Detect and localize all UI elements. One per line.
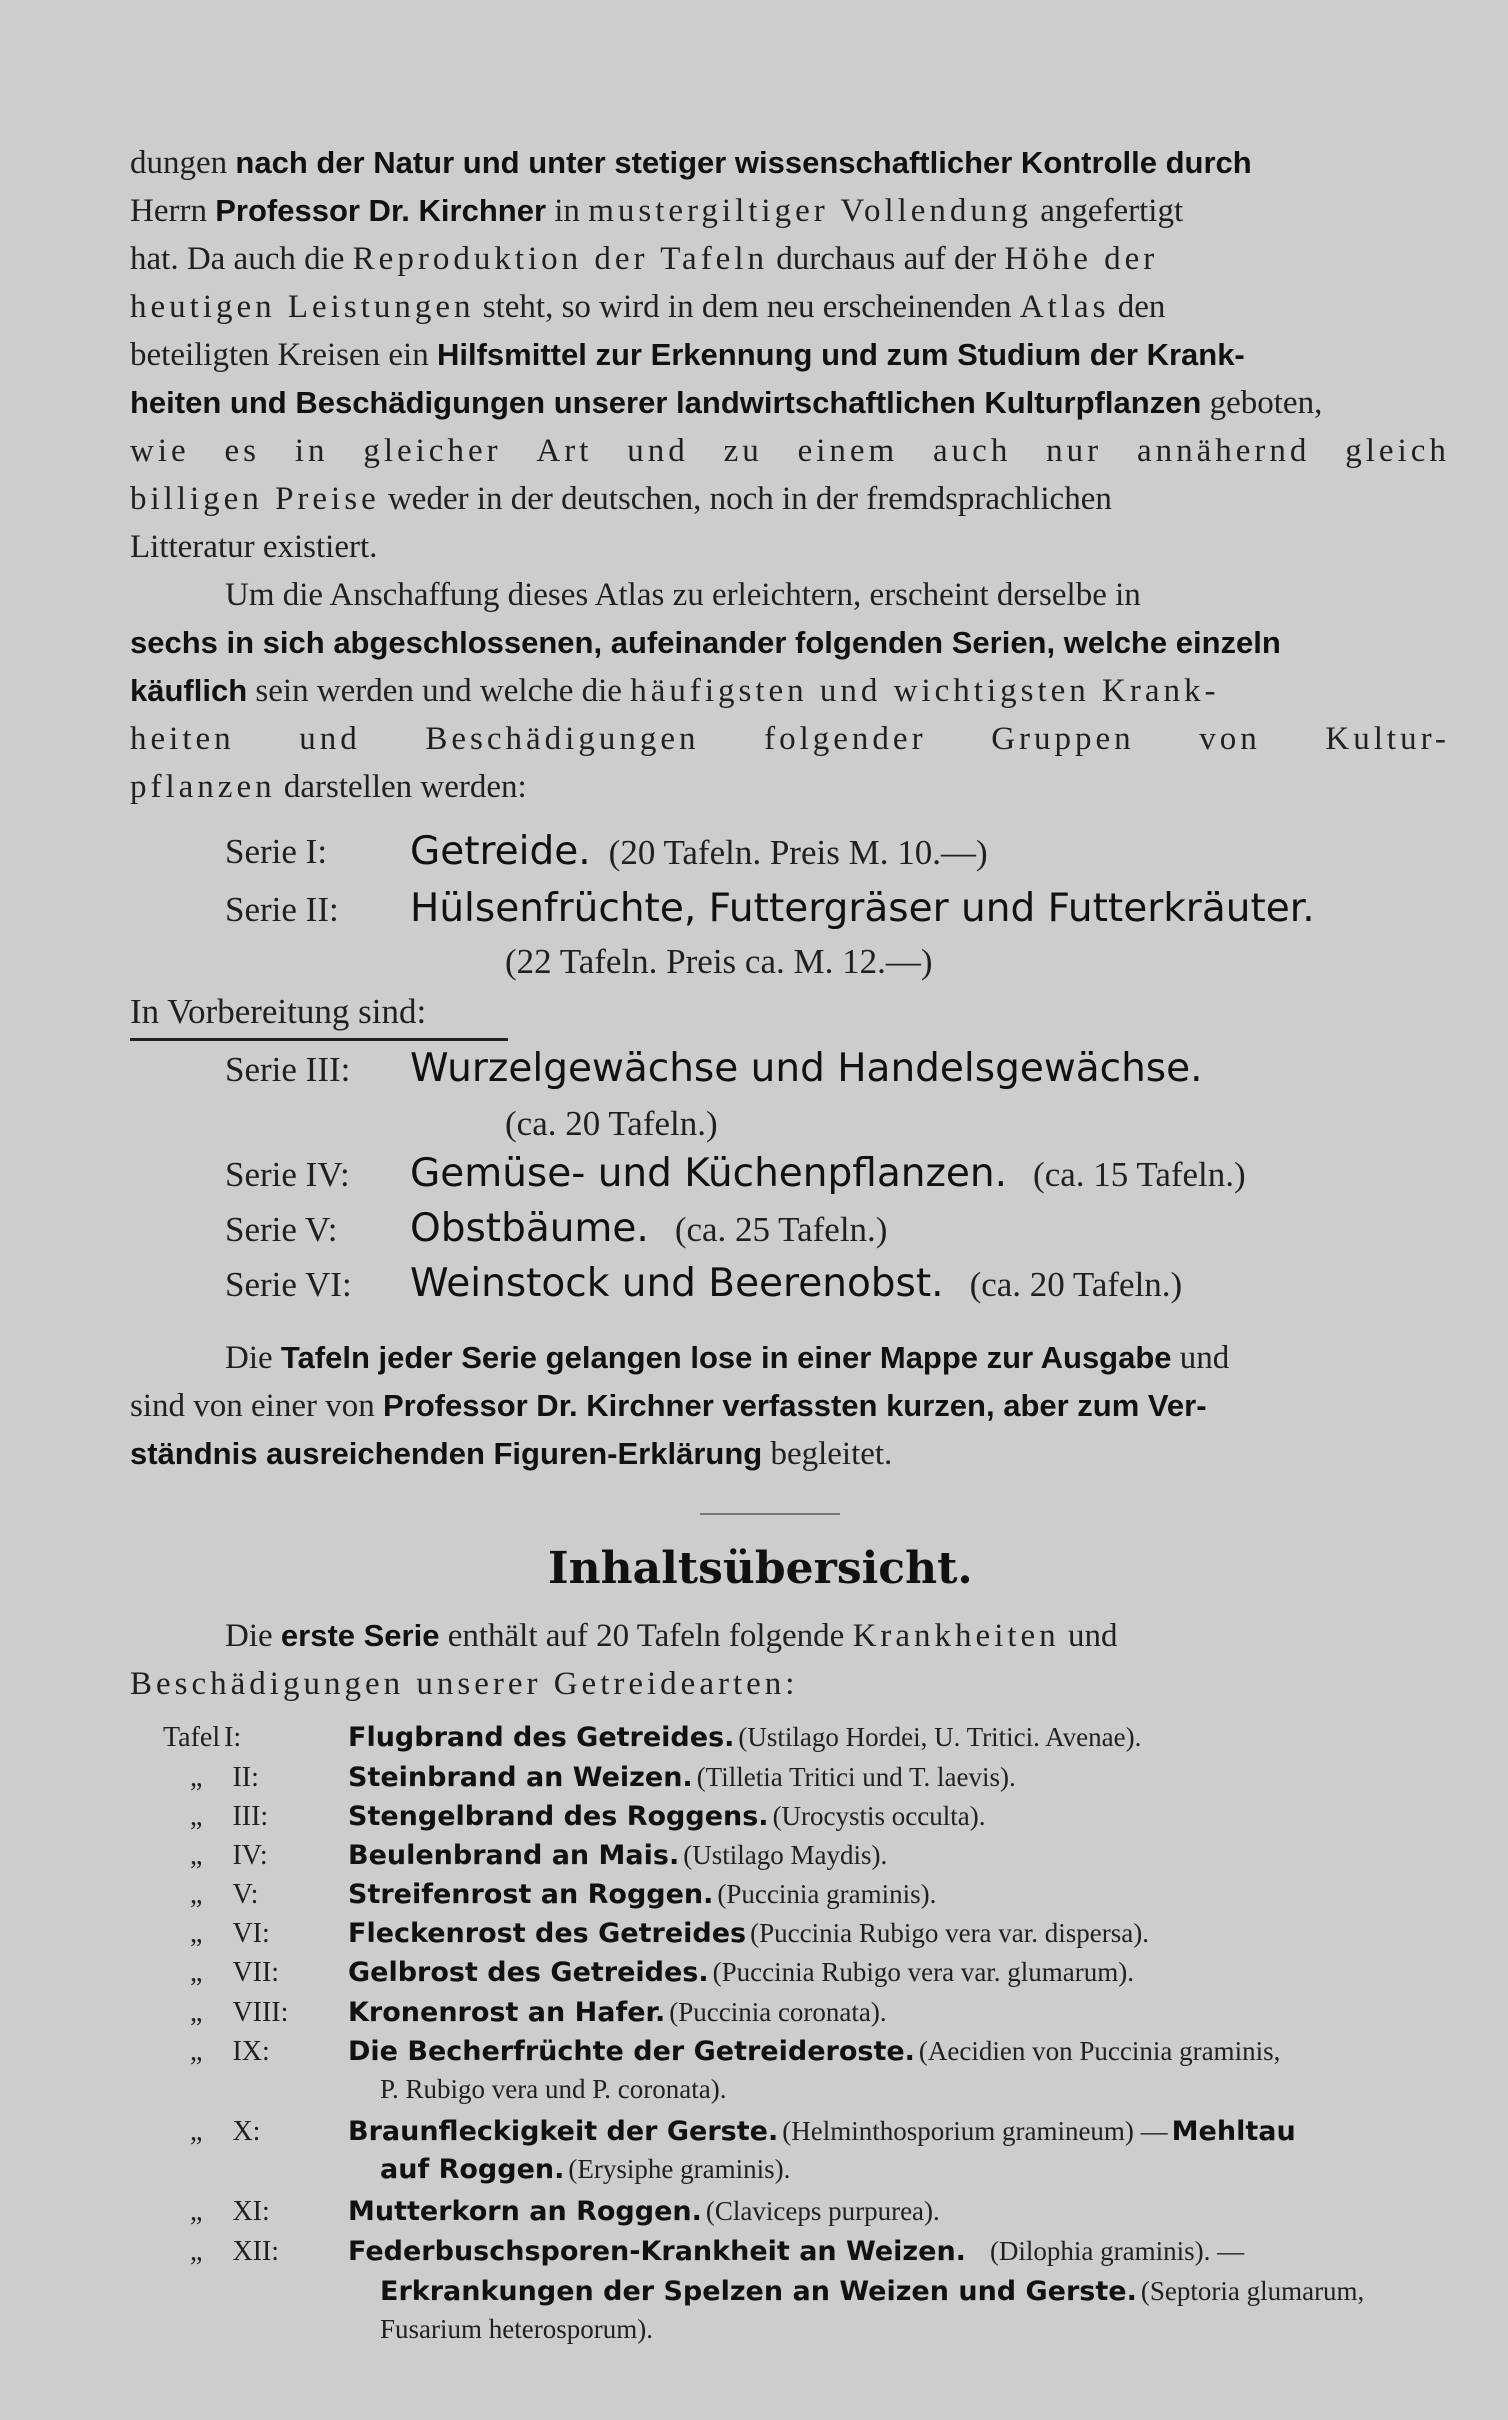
serie-title: Wurzelgewächse und Handelsgewächse.	[410, 1046, 1203, 1091]
tafel-prefix: Tafel	[163, 1722, 221, 1753]
tafel-title: Mehltau	[1171, 2116, 1296, 2147]
tafel-entry	[348, 1997, 887, 2028]
tafel-item	[190, 1997, 288, 2029]
tafel-title: Stengelbrand des Roggens.	[348, 1801, 769, 1832]
text: enthält auf 20 Tafeln folgende	[447, 1618, 845, 1654]
intro-line-2	[130, 193, 1183, 230]
intro-line-7	[130, 433, 1450, 470]
word: folgender	[764, 721, 927, 757]
toc-intro-line-1	[225, 1618, 1117, 1655]
word: und	[627, 433, 689, 469]
word: wie	[130, 433, 190, 469]
para2-line-4	[130, 721, 1450, 758]
intro-line-9	[130, 529, 377, 566]
tafel-entry	[348, 2116, 1296, 2147]
serie-title: Obstbäume.	[410, 1206, 649, 1251]
word: es	[224, 433, 260, 469]
serie-note: (ca. 25 Tafeln.)	[674, 1210, 888, 1249]
word: heiten	[130, 721, 235, 757]
tafel-title: Mutterkorn an Roggen.	[348, 2196, 702, 2227]
tafel-title: Braunfleckigkeit der Gerste.	[348, 2116, 779, 2147]
serie-3-note-line	[505, 1104, 718, 1144]
bold-text: käuflich	[130, 673, 248, 708]
intro-line-1	[130, 145, 1252, 182]
tafel-entry	[348, 2236, 1244, 2267]
serie-1-content	[410, 829, 988, 874]
tafel-item	[163, 1722, 241, 1754]
text: hat.	[130, 241, 179, 277]
tafel-latin: (Ustilago Hordei, U. Tritici. Avenae).	[738, 1722, 1142, 1752]
text: in	[554, 193, 580, 229]
intro-line-5	[130, 337, 1245, 374]
text: und	[1067, 1618, 1118, 1654]
tafel-number: I:	[224, 1722, 242, 1753]
serie-label: Serie II:	[225, 890, 339, 929]
tafel-continuation	[380, 2154, 790, 2185]
intro-line-6	[130, 385, 1322, 422]
serie-label: Serie I:	[225, 832, 328, 871]
tafel-latin: (Dilophia graminis). —	[989, 2236, 1245, 2266]
tafel-title: auf Roggen.	[380, 2154, 565, 2185]
tafel-prefix: „	[190, 1918, 203, 1949]
tafel-prefix: „	[190, 1801, 203, 1832]
word: Kultur-	[1325, 721, 1450, 757]
bold-text: ständnis ausreichenden Figuren-Erklärung	[130, 1436, 763, 1471]
word: und	[299, 721, 361, 757]
tafel-continuation	[380, 2074, 726, 2105]
serie-label: Serie V:	[225, 1210, 338, 1249]
bold-text: heiten und Beschädigungen unserer landwirtschaftlichen Kulturpflanzen	[130, 385, 1202, 420]
tafel-prefix: „	[190, 1762, 203, 1793]
tafel-item	[190, 2236, 279, 2268]
serie-3	[225, 1050, 350, 1090]
word: einem	[797, 433, 899, 469]
bold-text: Professor Dr. Kirchner verfassten kurzen, aber zum Ver-	[382, 1388, 1207, 1423]
para2-line-5	[130, 769, 527, 806]
intro-line-3	[130, 241, 1158, 278]
bold-text: sechs in sich abgeschlossenen, aufeinander folgenden Serien, welche einzeln	[130, 625, 1281, 660]
bold-text: Hilfsmittel zur Erkennung und zum Studium der Krank-	[436, 337, 1245, 372]
word: von	[1199, 721, 1261, 757]
para3-line-2	[130, 1388, 1207, 1425]
serie-5-content	[410, 1206, 887, 1251]
word: nur	[1046, 433, 1103, 469]
tafel-continuation	[380, 2276, 1364, 2307]
word: gleich	[1345, 433, 1450, 469]
tafel-entry	[348, 2196, 940, 2227]
serie-note: (ca. 15 Tafeln.)	[1033, 1155, 1246, 1194]
text: Die	[225, 1340, 273, 1376]
in-preparation-label: In Vorbereitung sind:	[130, 992, 427, 1031]
serie-4-content	[410, 1151, 1246, 1196]
text: durchaus auf der	[776, 241, 997, 277]
underline-rule	[130, 1038, 508, 1041]
serie-2	[225, 890, 339, 930]
tafel-prefix: „	[190, 2116, 203, 2147]
tafel-latin: (Puccinia coronata).	[669, 1997, 887, 2027]
tafel-entry	[348, 1918, 1149, 1949]
serie-label: Serie IV:	[225, 1155, 350, 1194]
text: Herrn	[130, 193, 207, 229]
tafel-title: Gelbrost des Getreides.	[348, 1957, 709, 1988]
para2-line-2	[130, 625, 1281, 662]
serie-note: (ca. 20 Tafeln.)	[505, 1104, 718, 1143]
word: Beschädigungen	[425, 721, 700, 757]
tafel-entry	[348, 1957, 1134, 1988]
serie-2-content	[410, 886, 1315, 931]
tafel-latin: P. Rubigo vera und P. coronata).	[380, 2074, 727, 2104]
tafel-title: Kronenrost an Hafer.	[348, 1997, 666, 2028]
spaced-text: mustergiltiger Vollendung	[588, 193, 1032, 229]
spaced-text: Reproduktion der Tafeln	[352, 241, 769, 277]
spaced-text: billigen Preise	[130, 481, 380, 517]
text: steht, so wird in dem neu erscheinenden	[482, 289, 1012, 325]
tafel-entry	[348, 1840, 887, 1871]
bold-text: Tafeln jeder Serie gelangen lose in einer Mappe zur Ausgabe	[280, 1340, 1172, 1375]
tafel-prefix: „	[190, 2196, 203, 2227]
para3-line-3	[130, 1436, 892, 1473]
serie-5	[225, 1210, 337, 1250]
tafel-latin: (Erysiphe graminis).	[568, 2154, 791, 2184]
text: beteiligten Kreisen ein	[130, 337, 429, 373]
serie-note: (20 Tafeln. Preis M. 10.—)	[608, 833, 988, 872]
tafel-item	[190, 1957, 279, 1989]
bold-text: erste Serie	[280, 1618, 440, 1653]
tafel-item	[190, 1840, 268, 1872]
spaced-text: Krankheiten	[852, 1618, 1060, 1654]
text: Da auch die	[186, 241, 345, 277]
tafel-prefix: „	[190, 1879, 203, 1910]
text: Um die Anschaffung dieses Atlas zu erleichtern, erscheint derselbe in	[225, 577, 1141, 613]
serie-title: Hülsenfrüchte, Futtergräser und Futterkräuter.	[410, 886, 1315, 931]
text: angefertigt	[1040, 193, 1184, 229]
para2-line-1	[225, 577, 1141, 614]
text: weder in der deutschen, noch in der fremdsprachlichen	[387, 481, 1112, 517]
tafel-item	[190, 1801, 268, 1833]
tafel-number: VIII:	[232, 1997, 289, 2028]
tafel-prefix: „	[190, 2036, 203, 2067]
tafel-prefix: „	[190, 2236, 203, 2267]
tafel-number: III:	[232, 1801, 269, 1832]
tafel-latin: (Puccinia Rubigo vera var. glumarum).	[712, 1957, 1135, 1987]
text: Die	[225, 1618, 273, 1654]
text: geboten,	[1209, 385, 1323, 421]
tafel-latin: (Aecidien von Puccinia graminis,	[918, 2036, 1281, 2066]
tafel-entry	[348, 1801, 986, 1832]
tafel-title: Federbuschsporen-Krankheit an Weizen.	[348, 2236, 966, 2267]
spaced-text: häufigsten und wichtigsten Krank-	[630, 673, 1220, 709]
serie-1	[225, 832, 327, 872]
tafel-number: XII:	[232, 2236, 280, 2267]
spaced-text: pflanzen	[130, 769, 276, 805]
toc-intro-line-2: Beschädigungen unserer Getreidearten:	[130, 1666, 799, 1702]
tafel-latin: (Helminthosporium gramineum) —	[782, 2116, 1168, 2146]
tafel-number: IV:	[232, 1840, 268, 1871]
serie-label: Serie VI:	[225, 1265, 352, 1304]
spaced-text: heutigen Leistungen	[130, 289, 475, 325]
spaced-text: Atlas	[1019, 289, 1110, 325]
word: annähernd	[1136, 433, 1311, 469]
tafel-title: Fleckenrost des Getreides	[348, 1918, 747, 1949]
in-preparation	[130, 992, 426, 1032]
text: Litteratur existiert.	[130, 529, 378, 565]
tafel-entry	[348, 1879, 936, 1910]
tafel-latin: (Claviceps purpurea).	[705, 2196, 940, 2226]
tafel-title: Beulenbrand an Mais.	[348, 1840, 680, 1871]
tafel-entry	[348, 2036, 1280, 2067]
tafel-number: V:	[232, 1879, 259, 1910]
text: sein werden und welche die	[255, 673, 622, 709]
tafel-prefix: „	[190, 1997, 203, 2028]
tafel-latin: (Tilletia Tritici und T. laevis).	[696, 1762, 1016, 1792]
para2-line-3	[130, 673, 1220, 710]
serie-6-content	[410, 1261, 1182, 1306]
word: Art	[536, 433, 593, 469]
tafel-item	[190, 2196, 270, 2228]
serie-3-content	[410, 1046, 1203, 1091]
tafel-item	[190, 1879, 258, 1911]
page-heading: Inhaltsübersicht.	[548, 1543, 973, 1594]
tafel-item	[190, 2036, 270, 2068]
tafel-number: X:	[232, 2116, 261, 2147]
tafel-latin: (Urocystis occulta).	[772, 1801, 986, 1831]
tafel-entry	[348, 1762, 1016, 1793]
serie-note: (22 Tafeln. Preis ca. M. 12.—)	[505, 942, 933, 981]
serie-4	[225, 1155, 350, 1195]
tafel-prefix: „	[190, 1840, 203, 1871]
serie-title: Getreide.	[410, 829, 591, 874]
section-divider	[700, 1513, 840, 1515]
serie-note: (ca. 20 Tafeln.)	[969, 1265, 1183, 1304]
tafel-title: Die Becherfrüchte der Getreideroste.	[348, 2036, 915, 2067]
tafel-latin: (Septoria glumarum,	[1140, 2276, 1365, 2306]
serie-6	[225, 1265, 352, 1305]
tafel-item	[190, 1918, 270, 1950]
tafel-item	[190, 1762, 259, 1794]
tafel-number: XI:	[232, 2196, 270, 2227]
text: den	[1117, 289, 1166, 325]
word: zu	[723, 433, 763, 469]
tafel-latin: (Ustilago Maydis).	[683, 1840, 888, 1870]
intro-line-8	[130, 481, 1112, 518]
tafel-latin: (Puccinia Rubigo vera var. dispersa).	[750, 1918, 1149, 1948]
serie-title: Weinstock und Beerenobst.	[410, 1261, 944, 1306]
tafel-title: Erkrankungen der Spelzen an Weizen und Gerste.	[380, 2276, 1137, 2307]
spaced-text: Höhe der	[1004, 241, 1159, 277]
serie-label: Serie III:	[225, 1050, 351, 1089]
serie-2-note-line	[505, 942, 933, 982]
tafel-latin: Fusarium heterosporum).	[380, 2314, 653, 2344]
para3-line-1	[225, 1340, 1229, 1377]
text: und	[1179, 1340, 1230, 1376]
intro-line-4	[130, 289, 1165, 326]
bold-text: Professor Dr. Kirchner	[215, 193, 547, 228]
text: begleitet.	[770, 1436, 893, 1472]
word: auch	[933, 433, 1012, 469]
bold-text: nach der Natur und unter stetiger wissenschaftlicher Kontrolle durch	[235, 145, 1252, 180]
serie-title: Gemüse- und Küchenpflanzen.	[410, 1151, 1008, 1196]
tafel-title: Flugbrand des Getreides.	[348, 1722, 735, 1753]
word: Gruppen	[991, 721, 1135, 757]
tafel-latin: (Puccinia graminis).	[717, 1879, 937, 1909]
tafel-entry	[348, 1722, 1141, 1753]
text: darstellen werden:	[283, 769, 527, 805]
word: gleicher	[363, 433, 502, 469]
tafel-number: VII:	[232, 1957, 280, 1988]
tafel-number: VI:	[232, 1918, 270, 1949]
tafel-continuation	[380, 2314, 653, 2345]
tafel-number: II:	[232, 1762, 259, 1793]
tafel-title: Streifenrost an Roggen.	[348, 1879, 714, 1910]
tafel-prefix: „	[190, 1957, 203, 1988]
tafel-number: IX:	[232, 2036, 270, 2067]
text: sind von einer von	[130, 1388, 375, 1424]
text: dungen	[130, 145, 228, 181]
tafel-item	[190, 2116, 260, 2148]
tafel-title: Steinbrand an Weizen.	[348, 1762, 693, 1793]
word: in	[294, 433, 329, 469]
